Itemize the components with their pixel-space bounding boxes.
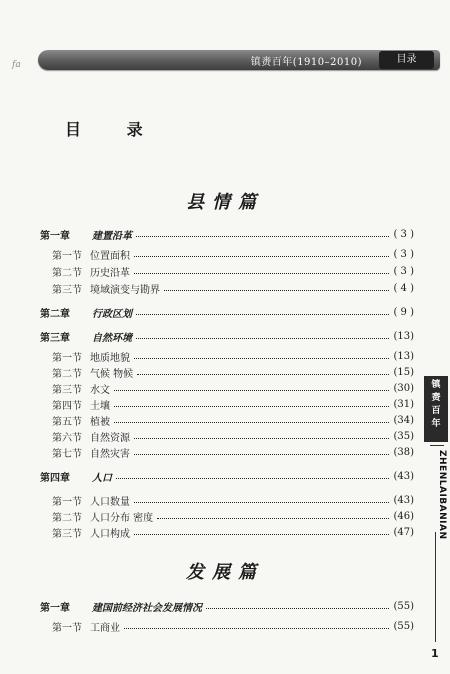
entry-title: 境域演变与勘界 [90, 284, 160, 296]
entry-title: 历史沿革 [90, 267, 130, 279]
dot-leader [114, 406, 389, 407]
entry-page: ( 3 ) [393, 265, 414, 277]
entry-label [52, 381, 110, 396]
dot-leader [134, 534, 389, 535]
dot-leader [164, 290, 389, 291]
toc-section-entry[interactable] [52, 492, 414, 508]
entry-number: 第五节 [52, 416, 82, 428]
side-vertical-rule [435, 532, 436, 642]
entry-number: 第四节 [52, 400, 82, 412]
part-title: 发展篇 [186, 562, 264, 583]
entry-number: 第一章 [40, 602, 70, 614]
dot-leader [157, 518, 389, 519]
toc-section-entry[interactable] [52, 364, 414, 380]
entry-page: (55) [393, 620, 414, 632]
entry-number: 第七节 [52, 448, 82, 460]
entry-page: (34) [393, 414, 414, 426]
entry-page: (38) [393, 446, 414, 458]
entry-page: ( 9 ) [393, 306, 414, 318]
entry-label [52, 509, 153, 524]
entry-label [52, 397, 110, 412]
entry-title: 气候 物候 [90, 368, 134, 380]
dot-leader [134, 256, 389, 257]
toc-section-entry[interactable] [52, 428, 414, 444]
part-title: 县情篇 [186, 192, 264, 213]
entry-page: (43) [393, 470, 414, 482]
entry-label [40, 469, 112, 484]
entry-label [52, 264, 130, 279]
toc-section-entry[interactable] [52, 618, 414, 634]
entry-number: 第一节 [52, 250, 82, 262]
entry-page: (30) [393, 382, 414, 394]
entry-label [52, 349, 130, 364]
page-number: 1 [431, 647, 439, 660]
entry-title: 建国前经济社会发展情况 [92, 602, 202, 614]
entry-number: 第二节 [52, 368, 82, 380]
header-title: 镇赉百年(1910–2010) [250, 57, 362, 68]
toc-section-entry[interactable] [52, 348, 414, 364]
toc-section-entry[interactable] [52, 444, 414, 460]
dot-leader [114, 422, 389, 423]
toc-chapter-entry[interactable] [40, 468, 414, 484]
entry-number: 第一节 [52, 622, 82, 634]
dot-leader [137, 374, 389, 375]
entry-number: 第一节 [52, 352, 82, 364]
entry-label [52, 365, 133, 380]
header-section-tab: 目录 [379, 51, 434, 69]
entry-label [52, 525, 130, 540]
entry-number: 第一章 [40, 230, 70, 242]
entry-page: (15) [393, 366, 414, 378]
entry-number: 第四章 [40, 472, 70, 484]
entry-title: 人口分布 密度 [90, 512, 154, 524]
toc-section-entry[interactable] [52, 508, 414, 524]
entry-title: 自然环境 [92, 332, 132, 344]
entry-label [52, 493, 130, 508]
toc-heading: 目 录 [65, 120, 163, 139]
entry-number: 第一节 [52, 496, 82, 508]
entry-label [52, 281, 160, 296]
dot-leader [136, 314, 389, 315]
entry-page: ( 3 ) [393, 248, 414, 260]
dot-leader [136, 236, 389, 237]
dot-leader [134, 358, 389, 359]
toc-section-entry[interactable] [52, 246, 414, 262]
entry-page: (47) [393, 526, 414, 538]
dot-leader [114, 390, 389, 391]
toc-chapter-entry[interactable] [40, 304, 414, 320]
entry-number: 第二节 [52, 512, 82, 524]
dot-leader [116, 478, 389, 479]
entry-page: (55) [393, 600, 414, 612]
entry-title: 地质地貌 [90, 352, 130, 364]
margin-mark: fa [12, 60, 21, 70]
entry-number: 第二章 [40, 308, 70, 320]
entry-page: (43) [393, 494, 414, 506]
toc-section-entry[interactable] [52, 524, 414, 540]
dot-leader [134, 454, 389, 455]
entry-title: 植被 [90, 416, 110, 428]
entry-page: (46) [393, 510, 414, 522]
dot-leader [124, 628, 389, 629]
entry-title: 自然灾害 [90, 448, 130, 460]
entry-label [52, 619, 120, 634]
dot-leader [136, 338, 389, 339]
entry-number: 第六节 [52, 432, 82, 444]
dot-leader [134, 502, 389, 503]
entry-label [40, 227, 132, 242]
entry-label [52, 445, 130, 460]
side-thumb-tab: 镇 赉 百 年 [424, 376, 448, 442]
entry-title: 人口构成 [90, 528, 130, 540]
entry-label [40, 305, 132, 320]
entry-label [52, 429, 130, 444]
entry-title: 土壤 [90, 400, 110, 412]
entry-page: (13) [393, 330, 414, 342]
entry-title: 自然资源 [90, 432, 130, 444]
entry-page: ( 4 ) [393, 282, 414, 294]
entry-page: (31) [393, 398, 414, 410]
entry-page: ( 3 ) [393, 228, 414, 240]
entry-number: 第三章 [40, 332, 70, 344]
toc-section-entry[interactable] [52, 280, 414, 296]
side-divider [430, 445, 444, 446]
entry-number: 第三节 [52, 528, 82, 540]
entry-page: (13) [393, 350, 414, 362]
side-romanized-title: ZHENLAIBANIAN [437, 450, 447, 540]
entry-label [40, 599, 202, 614]
entry-title: 人口 [92, 472, 112, 484]
entry-label [52, 247, 130, 262]
dot-leader [206, 608, 389, 609]
running-header [38, 50, 440, 70]
entry-number: 第三节 [52, 284, 82, 296]
entry-title: 工商业 [90, 622, 120, 634]
entry-title: 位置面积 [90, 250, 130, 262]
toc-chapter-entry[interactable] [40, 226, 414, 242]
entry-title: 水文 [90, 384, 110, 396]
toc-chapter-entry[interactable] [40, 598, 414, 614]
entry-label [40, 329, 132, 344]
entry-label [52, 413, 110, 428]
toc-chapter-entry[interactable] [40, 328, 414, 344]
toc-section-entry[interactable] [52, 412, 414, 428]
toc-section-entry[interactable] [52, 396, 414, 412]
entry-page: (35) [393, 430, 414, 442]
entry-title: 行政区划 [92, 308, 132, 320]
entry-number: 第三节 [52, 384, 82, 396]
entry-title: 建置沿革 [92, 230, 132, 242]
entry-number: 第二节 [52, 267, 82, 279]
dot-leader [134, 438, 389, 439]
entry-title: 人口数量 [90, 496, 130, 508]
dot-leader [134, 273, 389, 274]
toc-section-entry[interactable] [52, 263, 414, 279]
toc-section-entry[interactable] [52, 380, 414, 396]
